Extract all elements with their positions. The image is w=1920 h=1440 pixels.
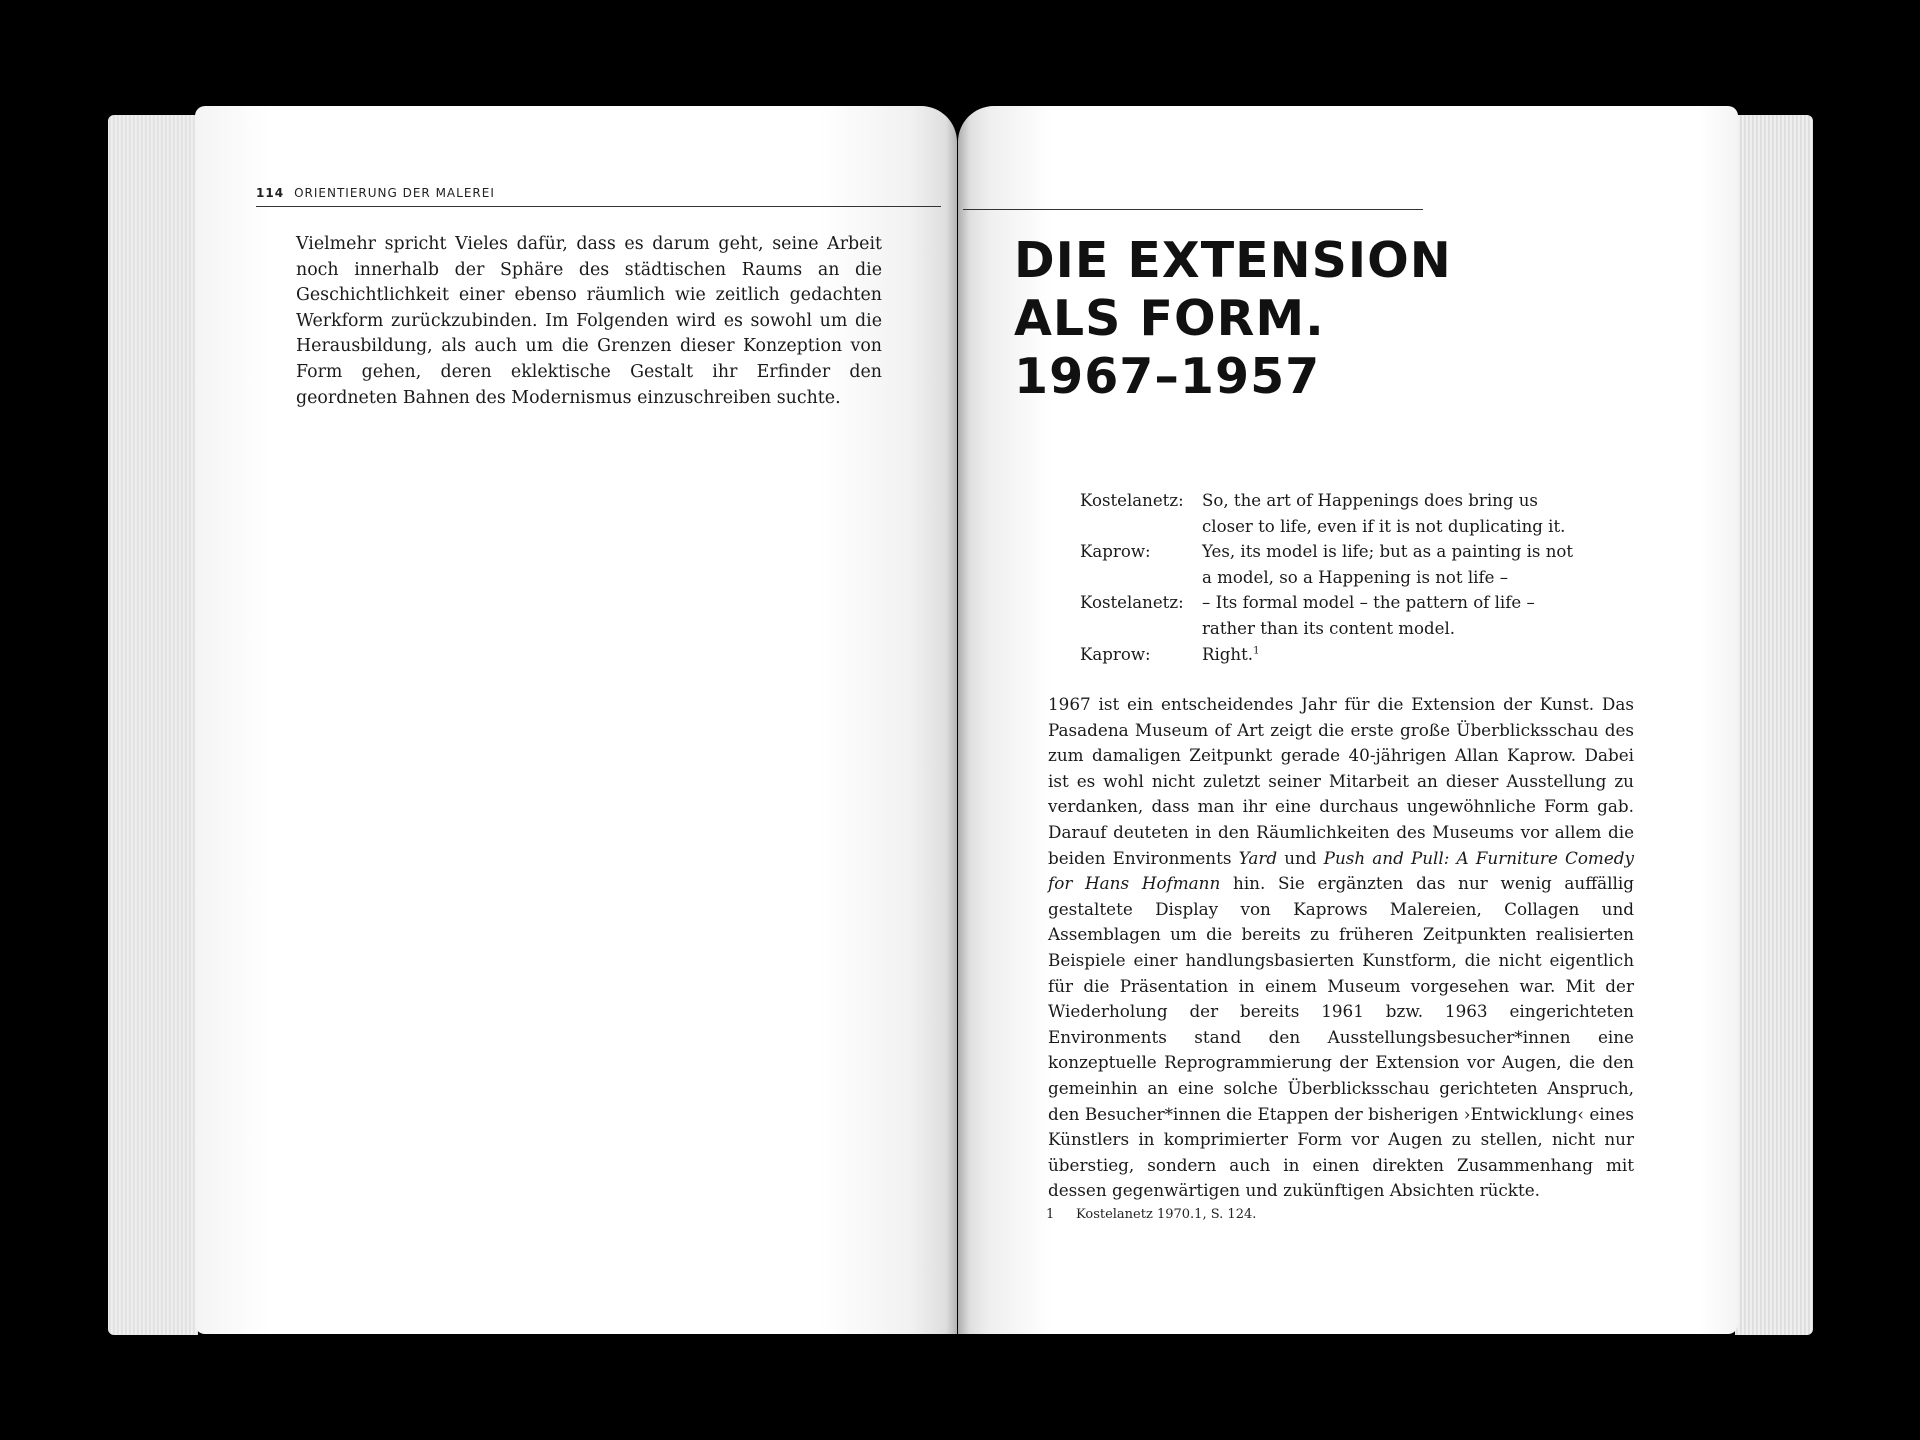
chapter-title <box>1014 232 1452 406</box>
speaker-name: Kostelanetz: <box>1080 491 1184 510</box>
speaker-name: Kostelanetz: <box>1080 593 1184 613</box>
work-title-yard: Yard <box>1238 847 1278 868</box>
right-body-paragraph <box>1048 692 1634 1204</box>
running-head-title: ORIENTIERUNG DER MALEREI <box>294 186 495 200</box>
title-line-2: ALS FORM. <box>1014 290 1325 347</box>
footnote-text: Kostelanetz 1970.1, S. 124. <box>1076 1207 1257 1222</box>
footnote <box>1046 1207 1446 1222</box>
page-number: 114 <box>256 186 285 200</box>
footnote-ref[interactable]: 1 <box>1253 645 1260 657</box>
speaker-text: Yes, its model is life; but as a painting is not a model, so a Happening is not life – <box>1202 542 1574 587</box>
interview-row <box>1080 539 1580 590</box>
work-title-push-and-pull: Push and Pull: A Furniture Comedy for Hans Hofmann <box>1048 847 1634 894</box>
header-rule-right <box>963 209 1423 210</box>
running-head <box>256 186 941 207</box>
speaker-text <box>1202 642 1580 668</box>
footnote-number: 1 <box>1046 1207 1055 1222</box>
interview-row <box>1080 642 1580 668</box>
interview-excerpt <box>1080 488 1580 667</box>
paragraph-text: und <box>1277 847 1324 868</box>
speaker-text-content: Right. <box>1202 644 1254 664</box>
title-line-1: DIE EXTENSION <box>1014 232 1452 289</box>
title-line-3: 1967–1957 <box>1014 348 1321 405</box>
right-page-edges <box>1735 115 1813 1335</box>
paragraph-text: 1967 ist ein entscheidendes Jahr für die Extension der Kunst. Das Pasadena Museum of Art zeigt die erste große Überblicksschau des zum damaligen Zeitpunkt gerade 40-jährigen Allan Kaprow. Dabei ist es wohl nicht zuletzt seiner Mitarbeit an dieser Ausstellung zu verdanken, dass man ihr eine durchaus ungewöhnliche Form gab. Darauf deuteten in den Räumlichkeiten des Museums vor allem die beiden Environments <box>1048 694 1634 868</box>
interview-row <box>1080 488 1580 539</box>
left-page-edges <box>108 115 198 1335</box>
speaker-name: Kaprow: <box>1080 644 1151 664</box>
speaker-text: – Its formal model – the pattern of life – rather than its content model. <box>1202 593 1535 638</box>
speaker-name: Kaprow: <box>1080 542 1151 562</box>
interview-row <box>1080 590 1580 641</box>
book-gutter <box>946 106 970 1334</box>
speaker-text: So, the art of Happenings does bring us closer to life, even if it is not duplicating it. <box>1202 491 1566 536</box>
left-body-paragraph: Vielmehr spricht Vieles dafür, dass es darum geht, seine Arbeit noch innerhalb der Sphäre des städtischen Raums an die Geschichtlichkeit einer ebenso räumlich wie zeitlich gedachten Werkform zurückzubinden. Im Folgenden wird es sowohl um die Herausbildung, als auch um die Grenzen dieser Konzeption von Form gehen, deren eklektische Gestalt ihr Erfinder den geordneten Bahnen des Modernismus einzuschreiben suchte. <box>296 234 882 408</box>
paragraph-text: hin. Sie ergänzten das nur wenig auffällig gestaltete Display von Kaprows Malereien, Collagen und Assemblagen um die bereits zu früheren Zeitpunkten realisierten Beispiele einer handlungsbasierten Kunstform, die nicht eigentlich für die Präsentation in einem Museum vorgesehen war. Mit der Wiederholung der bereits 1961 bzw. 1963 eingerichteten Environments stand den Ausstellungsbesucher*innen eine konzeptuelle Reprogrammierung der Extension vor Augen, die den gemeinhin an eine solche Überblicksschau gerichteten Anspruch, den Besucher*innen die Etappen der bisherigen ›Entwicklung‹ eines Künstlers in komprimierter Form vor Augen zu stellen, nicht nur überstieg, sondern auch in einen direkten Zusammenhang mit dessen gegenwärtigen und zukünftigen Absichten rückte. <box>1048 873 1634 1201</box>
